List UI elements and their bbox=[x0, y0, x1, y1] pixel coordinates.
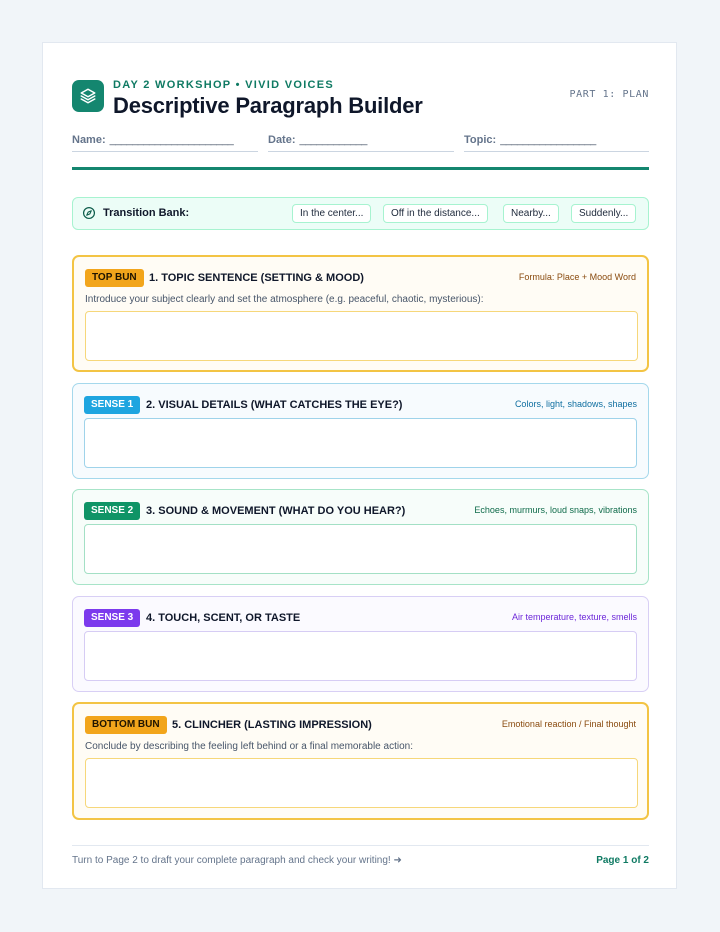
transition-bank-label: Transition Bank: bbox=[103, 207, 190, 219]
part-label: PART 1: PLAN bbox=[569, 89, 649, 100]
date-label: Date: bbox=[268, 134, 296, 146]
worksheet-page bbox=[42, 42, 677, 889]
compass-icon bbox=[82, 206, 96, 220]
answer-box[interactable] bbox=[84, 631, 637, 681]
section-visual-details bbox=[72, 383, 649, 479]
footer-divider bbox=[72, 845, 649, 846]
section-tag: SENSE 2 bbox=[84, 502, 140, 520]
date-field[interactable] bbox=[268, 134, 454, 152]
section-touch-scent-taste bbox=[72, 596, 649, 692]
section-topic-sentence bbox=[72, 255, 649, 372]
section-hint: Echoes, murmurs, loud snaps, vibrations bbox=[474, 505, 637, 515]
transition-chip[interactable]: Nearby... bbox=[503, 204, 559, 223]
layers-icon bbox=[72, 80, 104, 112]
section-title: 4. TOUCH, SCENT, OR TASTE bbox=[146, 612, 301, 624]
transition-chip[interactable]: Suddenly... bbox=[571, 204, 636, 223]
section-hint: Emotional reaction / Final thought bbox=[501, 719, 636, 729]
section-sound-movement bbox=[72, 489, 649, 585]
name-field[interactable] bbox=[72, 134, 258, 152]
footer-instruction: Turn to Page 2 to draft your complete paragraph and check your writing! ➜ bbox=[72, 855, 402, 866]
transition-bank bbox=[72, 197, 649, 230]
answer-box[interactable] bbox=[85, 311, 638, 361]
header-divider bbox=[72, 167, 649, 170]
date-blank: ____________ bbox=[299, 134, 367, 146]
info-fields bbox=[72, 134, 649, 152]
section-tag: BOTTOM BUN bbox=[85, 716, 167, 734]
section-prompt: Introduce your subject clearly and set the atmosphere (e.g. peaceful, chaotic, mysterious): bbox=[85, 294, 484, 305]
section-title: 1. TOPIC SENTENCE (SETTING & MOOD) bbox=[149, 272, 364, 284]
transition-chip[interactable]: In the center... bbox=[292, 204, 371, 223]
answer-box[interactable] bbox=[84, 524, 637, 574]
section-tag: TOP BUN bbox=[85, 269, 144, 287]
transition-chip[interactable]: Off in the distance... bbox=[383, 204, 488, 223]
section-prompt: Conclude by describing the feeling left behind or a final memorable action: bbox=[85, 741, 413, 752]
section-tag: SENSE 3 bbox=[84, 609, 140, 627]
section-tag: SENSE 1 bbox=[84, 396, 140, 414]
section-title: 3. SOUND & MOVEMENT (WHAT DO YOU HEAR?) bbox=[146, 505, 406, 517]
section-title: 2. VISUAL DETAILS (WHAT CATCHES THE EYE?) bbox=[146, 399, 403, 411]
topic-label: Topic: bbox=[464, 134, 497, 146]
page-title: Descriptive Paragraph Builder bbox=[113, 93, 423, 118]
section-clincher bbox=[72, 702, 649, 820]
section-title: 5. CLINCHER (LASTING IMPRESSION) bbox=[172, 719, 372, 731]
section-hint: Formula: Place + Mood Word bbox=[518, 272, 636, 282]
name-label: Name: bbox=[72, 134, 106, 146]
topic-field[interactable] bbox=[464, 134, 649, 152]
answer-box[interactable] bbox=[84, 418, 637, 468]
page-number: Page 1 of 2 bbox=[596, 855, 649, 866]
name-blank: ______________________ bbox=[109, 134, 234, 146]
section-hint: Air temperature, texture, smells bbox=[511, 612, 637, 622]
answer-box[interactable] bbox=[85, 758, 638, 808]
topic-blank: _________________ bbox=[500, 134, 596, 146]
worksheet-content bbox=[72, 79, 649, 866]
workshop-eyebrow: DAY 2 WORKSHOP • VIVID VOICES bbox=[113, 79, 335, 91]
section-hint: Colors, light, shadows, shapes bbox=[514, 399, 637, 409]
worksheet-header bbox=[72, 79, 649, 123]
